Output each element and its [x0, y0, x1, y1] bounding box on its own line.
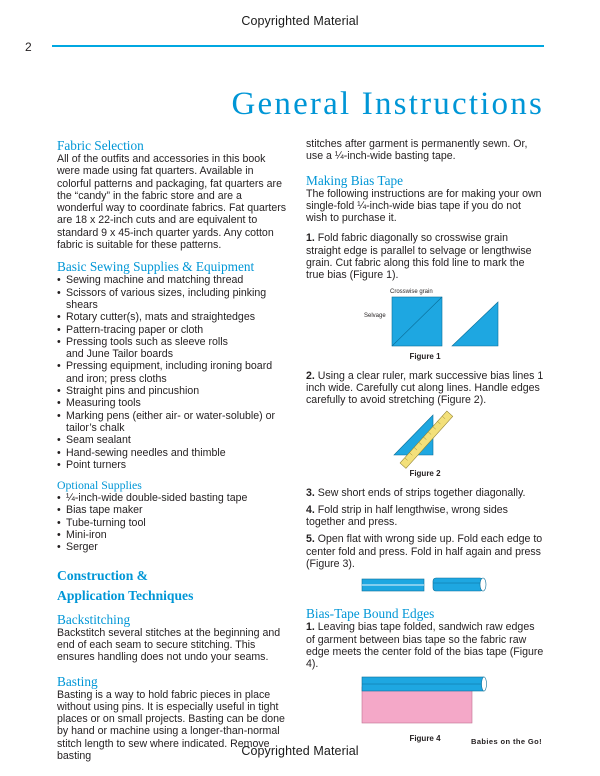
list-item: • Pattern-tracing paper or cloth	[57, 324, 289, 336]
cut-triangle	[452, 302, 498, 346]
figure-2-caption: Figure 2	[409, 468, 441, 478]
heading-basting: Basting	[57, 673, 98, 689]
garment-fabric	[362, 687, 472, 723]
list-item: • Mini-iron	[57, 529, 289, 541]
bias-step-2: 2. Using a clear ruler, mark successive bias lines 1 inch wide. Carefully cut along lines. Handle edges carefully to avoid stretching (Figure 2).	[306, 369, 544, 407]
bias-tape-intro: The following instructions are for making your own single-fold ¼-inch-wide bias tape if you do not wish to purchase it.	[306, 187, 542, 225]
list-item: • Bias tape maker	[57, 504, 289, 516]
list-item: • Scissors of various sizes, including pinking shears	[57, 287, 289, 312]
figure-3	[306, 570, 544, 600]
list-item: • ¼-inch-wide double-sided basting tape	[57, 492, 289, 504]
step-number: 3.	[306, 486, 315, 499]
clear-ruler	[400, 411, 453, 468]
figure-4	[306, 671, 544, 729]
basting-continued-text: stitches after garment is permanently sewn. Or, use a ¼-inch-wide basting tape.	[306, 138, 528, 163]
figure-2	[306, 407, 544, 469]
bias-step-3: 3. Sew short ends of strips together diagonally.	[306, 486, 526, 499]
heading-fabric-selection: Fabric Selection	[57, 138, 144, 153]
fig1-crosswise-label: Crosswise grain	[390, 288, 433, 295]
list-item: • Measuring tools	[57, 397, 289, 409]
bound-edges-step-1: 1. Leaving bias tape folded, sandwich raw edges of garment between bias tape so the fabric raw edge meets the center fold of the bias tape (Figure 4).	[306, 621, 544, 671]
heading-basic-supplies: Basic Sewing Supplies & Equipment	[57, 259, 255, 275]
list-item: • Hand-sewing needles and thimble	[57, 447, 289, 459]
fabric-selection-text: All of the outfits and accessories in this book were made using fat quarters. Available in colorful patterns and packaging, fat quarters are the “candy” in the fabric store and are a wonderful way to coordinate fabrics. Fat quarters are 18 x 22-inch cuts and are equivalent to standard 9 x 45-inch quarter yards. Any cotton fabric is suitable for these patterns.	[57, 153, 287, 252]
left-column	[57, 138, 289, 762]
folded-tape	[433, 578, 483, 591]
heading-construction-line2: Application Techniques	[57, 587, 194, 603]
list-item: • Sewing machine and matching thread	[57, 274, 289, 286]
heading-optional-supplies: Optional Supplies	[57, 478, 142, 493]
list-item: • Pressing equipment, including ironing board and iron; press cloths	[57, 360, 284, 385]
heading-making-bias-tape: Making Bias Tape	[306, 172, 404, 188]
list-item: • Pressing tools such as sleeve rolls and June Tailor boards	[57, 336, 244, 361]
step-number: 4.	[306, 503, 315, 516]
right-column	[306, 138, 544, 744]
figure-4-caption: Figure 4	[409, 733, 441, 743]
basting-text: Basting is a way to hold fabric pieces in place without using pins. It is especially useful in tight places or on small projects. Basting can be done by hand or machine using a longer-than-normal stitch length to sew where indicated. Remove basting	[57, 688, 285, 762]
bias-step-1: 1. Fold fabric diagonally so crosswise grain straight edge is parallel to selvage or lengthwise grain. Cut fabric along this fold line to mark the true bias (Figure 1).	[306, 232, 532, 282]
header-rule	[52, 45, 544, 47]
footer-book-title: Babies on the Go!	[471, 737, 542, 746]
figure-1-caption: Figure 1	[409, 351, 441, 361]
page-title: General Instructions	[231, 86, 544, 122]
step-number: 2.	[306, 369, 315, 382]
list-item: • Serger	[57, 541, 289, 553]
page-number: 2	[25, 40, 32, 54]
fig1-selvage-label: Selvage	[364, 312, 386, 319]
list-item: • Point turners	[57, 459, 289, 471]
heading-bias-tape-bound-edges: Bias-Tape Bound Edges	[306, 606, 435, 622]
step-number: 1.	[306, 232, 315, 245]
list-item: • Rotary cutter(s), mats and straightedges	[57, 311, 289, 323]
step-number: 5.	[306, 533, 315, 546]
list-item: • Straight pins and pincushion	[57, 385, 289, 397]
list-item: • Marking pens (either air- or water-soluble) or tailor’s chalk	[57, 410, 284, 435]
step-number: 1.	[306, 621, 315, 634]
figure-1	[306, 282, 544, 352]
bias-step-4: 4. Fold strip in half lengthwise, wrong sides together and press.	[306, 503, 508, 529]
optional-supplies-list	[57, 492, 289, 553]
list-item: • Seam sealant	[57, 434, 289, 446]
copyright-footer: Copyrighted Material	[241, 744, 359, 758]
copyright-header: Copyrighted Material	[241, 14, 359, 28]
list-item: • Tube-turning tool	[57, 517, 289, 529]
bias-step-5: 5. Open flat with wrong side up. Fold each edge to center fold and press. Fold in half again and press (Figure 3).	[306, 533, 543, 571]
backstitching-text: Backstitch several stitches at the beginning and end of each seam to secure stitching. This ensures handling does not undo your seams.	[57, 626, 281, 664]
heading-construction-line1: Construction &	[57, 567, 149, 583]
basic-supplies-list	[57, 274, 289, 471]
heading-backstitching: Backstitching	[57, 611, 131, 627]
